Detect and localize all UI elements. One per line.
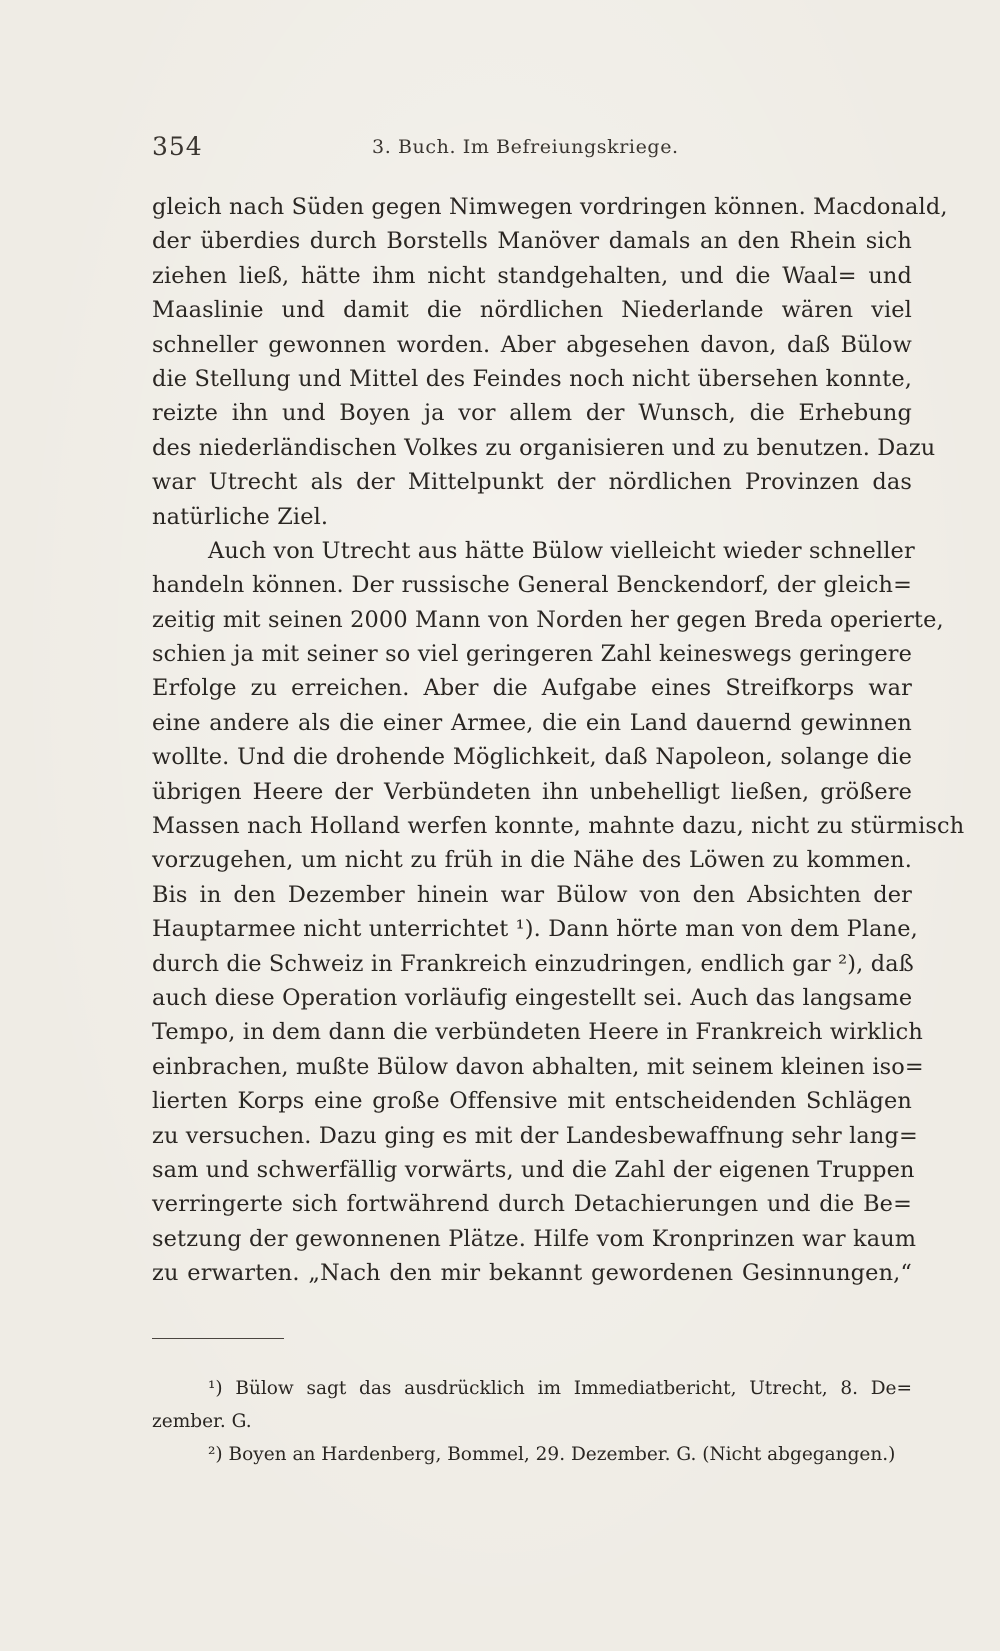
text-line: auch diese Operation vorläufig eingestellt sei. Auch das langsame (152, 984, 913, 1011)
text-line: Tempo, in dem dann die verbündeten Heere in Frankreich wirklich (152, 1019, 923, 1046)
text-line: Bis in den Dezember hinein war Bülow von den Absichten der (152, 881, 912, 908)
text-line: einbrachen, mußte Bülow davon abhalten, mit seinem kleinen iso= (152, 1053, 924, 1080)
text-line: zu versuchen. Dazu ging es mit der Landesbewaffnung sehr lang= (152, 1122, 918, 1149)
text-line: sam und schwerfällig vorwärts, und die Zahl der eigenen Truppen (152, 1156, 915, 1183)
text-line: war Utrecht als der Mittelpunkt der nördlichen Provinzen das (152, 469, 912, 496)
footnote-2: ²) Boyen an Hardenberg, Bommel, 29. Dezember. G. (Nicht abgegangen.) (208, 1444, 896, 1465)
text-line: wollte. Und die drohende Möglichkeit, daß Napoleon, solange die (152, 744, 912, 771)
text-line: die Stellung und Mittel des Feindes noch nicht übersehen konnte, (152, 365, 912, 392)
text-line: zeitig mit seinen 2000 Mann von Norden her gegen Breda operierte, (152, 606, 944, 633)
running-head: 3. Buch. Im Befreiungskriege. (372, 136, 679, 158)
text-line: zu erwarten. „Nach den mir bekannt gewordenen Gesinnungen,“ (152, 1260, 912, 1287)
text-line: schneller gewonnen worden. Aber abgesehen davon, daß Bülow (152, 331, 912, 358)
text-line: schien ja mit seiner so viel geringeren Zahl keineswegs geringere (152, 641, 912, 668)
page-header (152, 132, 912, 168)
text-line: lierten Korps eine große Offensive mit entscheidenden Schlägen (152, 1088, 912, 1115)
text-line: durch die Schweiz in Frankreich einzudringen, endlich gar ²), daß (152, 950, 914, 977)
text-line: natürliche Ziel. (152, 503, 329, 530)
text-line: Massen nach Holland werfen konnte, mahnte dazu, nicht zu stürmisch (152, 813, 965, 840)
paragraph-start-line: Auch von Utrecht aus hätte Bülow vielleicht wieder schneller (208, 537, 915, 564)
footnote-1-continued: zember. G. (152, 1411, 252, 1432)
footnote-1: ¹) Bülow sagt das ausdrücklich im Immediatbericht, Utrecht, 8. De= (208, 1378, 912, 1399)
text-line: gleich nach Süden gegen Nimwegen vordringen können. Macdonald, (152, 194, 948, 220)
text-line: Maaslinie und damit die nördlichen Niederlande wären viel (152, 297, 912, 324)
text-line: handeln können. Der russische General Benckendorf, der gleich= (152, 572, 912, 599)
text-line: der überdies durch Borstells Manöver damals an den Rhein sich (152, 228, 912, 255)
text-line: des niederländischen Volkes zu organisieren und zu benutzen. Dazu (152, 434, 936, 461)
footnotes (152, 1372, 912, 1471)
text-line: eine andere als die einer Armee, die ein Land dauernd gewinnen (152, 709, 912, 736)
text-line: übrigen Heere der Verbündeten ihn unbehelligt ließen, größere (152, 778, 912, 805)
body-text (152, 190, 965, 1291)
page-number: 354 (152, 132, 203, 161)
text-line: ziehen ließ, hätte ihm nicht standgehalten, und die Waal= und (152, 262, 912, 289)
text-line: verringerte sich fortwährend durch Detachierungen und die Be= (152, 1191, 912, 1218)
text-line: Hauptarmee nicht unterrichtet ¹). Dann hörte man von dem Plane, (152, 916, 918, 943)
footnote-divider (152, 1338, 284, 1339)
text-line: Erfolge zu erreichen. Aber die Aufgabe eines Streifkorps war (152, 675, 912, 702)
text-line: vorzugehen, um nicht zu früh in die Nähe des Löwen zu kommen. (152, 847, 912, 874)
text-line: reizte ihn und Boyen ja vor allem der Wunsch, die Erhebung (152, 400, 912, 427)
text-line: setzung der gewonnenen Plätze. Hilfe vom Kronprinzen war kaum (152, 1225, 917, 1252)
